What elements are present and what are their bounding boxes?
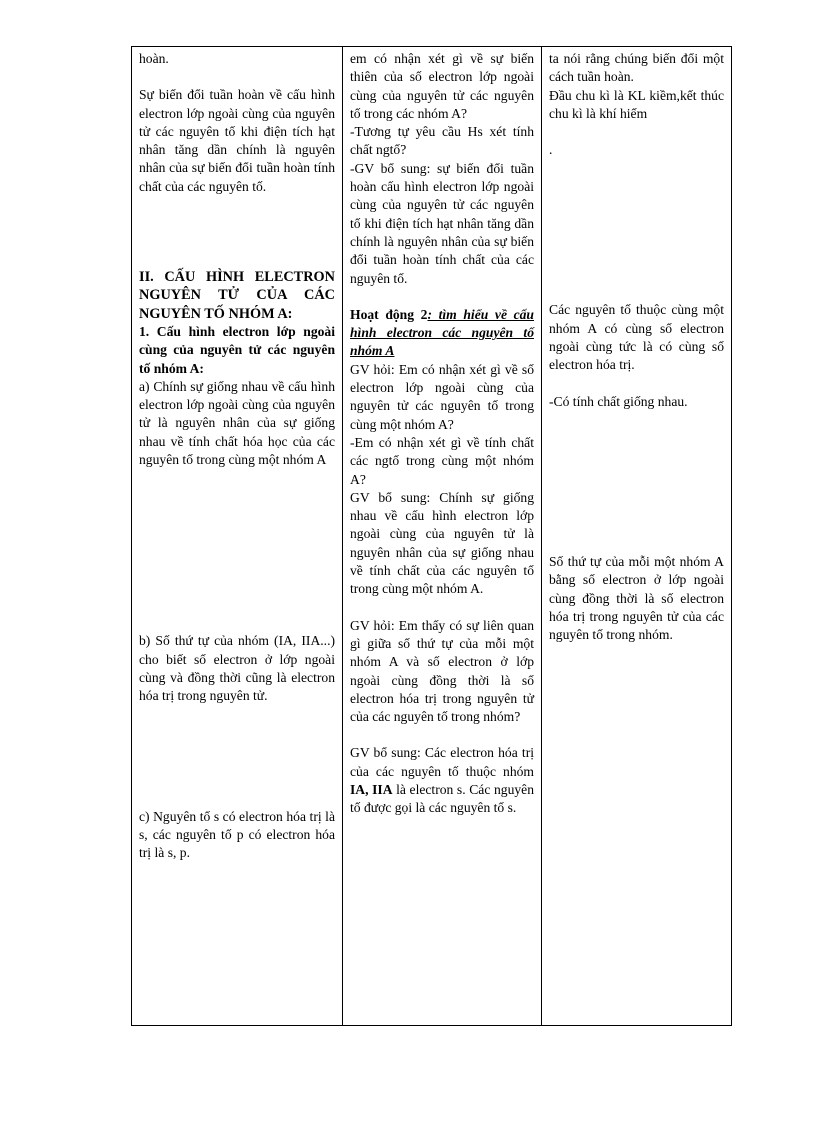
text-paragraph: Các nguyên tố thuộc cùng một nhóm A có cùng số electron ngoài cùng tức là có cùng số electron hóa trị. [549,302,724,373]
text-run: là electron s. Các nguyên tố được gọi là các nguyên tố s. [350,781,534,816]
lesson-plan-table [131,46,732,1026]
table-row [132,47,732,1026]
content-column [132,47,343,1026]
section-heading: II. CẤU HÌNH ELECTRON NGUYÊN TỬ CỦA CÁC NGUYÊN TỐ NHÓM A: [139,269,335,322]
subsection-heading: 1. Cấu hình electron lớp ngoài cùng của nguyên tử các nguyên tố nhóm A: [139,323,335,376]
activity-topic: : tìm hiểu về cấu hình electron các nguyên tố nhóm A [350,306,534,359]
teacher-activity-column [343,47,542,1026]
text-paragraph: hoàn. [139,51,169,66]
activity-heading [350,306,534,361]
text-paragraph: -Em có nhận xét gì về tính chất các ngtố trong cùng một nhóm A? [350,434,534,487]
text-paragraph: -Có tính chất giống nhau. [549,393,688,409]
text-paragraph: Sự biến đổi tuần hoàn về cấu hình electron lớp ngoài cùng của nguyên tử các nguyên tố khi điện tích hạt nhân tăng dần chính là nguyên nhân của sự biến đổi tuần hoàn tính chất của các nguyên tố. [139,87,335,194]
text-paragraph: a) Chính sự giống nhau về cấu hình electron lớp ngoài cùng của nguyên tử là nguyên nhân của sự giống nhau về tính chất hóa học của các nguyên tố trong cùng một nhóm A [139,378,335,468]
text-paragraph: -GV bổ sung: sự biến đổi tuần hoàn cấu hình electron lớp ngoài cùng của nguyên tử các nguyên tố khi điện tích hạt nhân tăng dần chính là nguyên nhân của sự biến đổi tuần hoàn tính chất của các nguyên tố. [350,160,534,286]
text-run: GV bổ sung: Các electron hóa trị của các nguyên tố thuộc nhóm [350,745,534,779]
text-paragraph: b) Số thứ tự của nhóm (IA, IIA...) cho biết số electron ở lớp ngoài cùng và đồng thời cũng là electron hóa trị trong nguyên tử. [139,633,335,704]
text-paragraph [350,744,534,817]
text-paragraph: Số thứ tự của mỗi một nhóm A bằng số electron ở lớp ngoài cùng đồng thời là số electron hóa trị trong nguyên tử của các nguyên tố trong nhóm. [549,553,724,643]
text-paragraph: ta nói rằng chúng biến đổi một cách tuần hoàn. [549,51,724,85]
text-paragraph: em có nhận xét gì về sự biến thiên của số electron lớp ngoài cùng của nguyên tử các nguyên tố trong các nhóm A? [350,51,534,121]
text-paragraph: GV hỏi: Em thấy có sự liên quan gì giữa số thứ tự của mỗi một nhóm A và số electron ở lớp ngoài cùng đồng thời là số electron hóa trị trong nguyên tử của các nguyên tố trong nhóm? [350,617,534,725]
bold-text-run: IA, IIA [350,781,393,797]
text-paragraph: GV bổ sung: Chính sự giống nhau về cấu hình electron lớp ngoài cùng của nguyên tử là nguyên nhân của sự giống nhau về tính chất của các nguyên tố trong cùng một nhóm A. [350,489,534,597]
text-paragraph: GV hỏi: Em có nhận xét gì về số electron lớp ngoài cùng của nguyên tử các nguyên tố trong cùng một nhóm A? [350,361,534,432]
text-paragraph: -Tương tự yêu cầu Hs xét tính chất ngtố? [350,124,534,158]
student-activity-column [542,47,732,1026]
text-paragraph: . [549,142,553,158]
text-paragraph: c) Nguyên tố s có electron hóa trị là s, các nguyên tố p có electron hóa trị là s, p. [139,808,335,861]
text-paragraph: Đầu chu kì là KL kiềm,kết thúc chu kì là khí hiếm [549,87,724,121]
activity-title: Hoạt động 2 [350,306,428,322]
